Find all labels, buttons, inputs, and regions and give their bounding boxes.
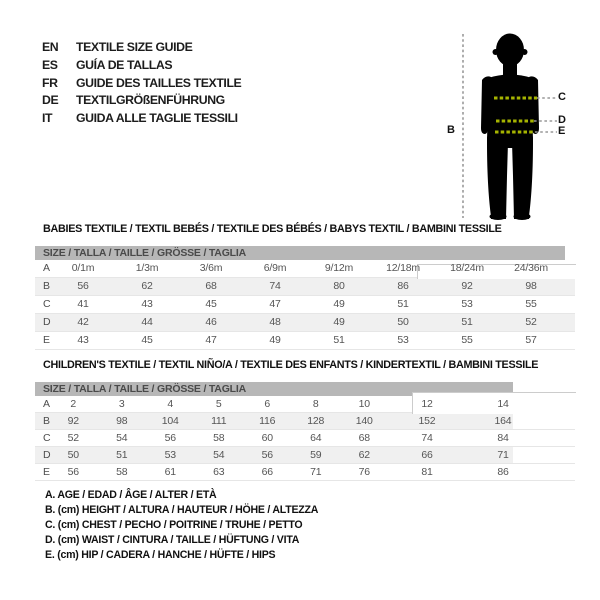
size-value: 14 bbox=[497, 398, 509, 410]
size-value: 6/9m bbox=[263, 262, 287, 274]
size-value: 47 bbox=[205, 334, 217, 346]
lang-row-it bbox=[42, 110, 241, 128]
size-value: 98 bbox=[116, 415, 128, 427]
size-value: 71 bbox=[310, 466, 322, 478]
size-value: 81 bbox=[421, 466, 433, 478]
size-value: 52 bbox=[67, 432, 79, 444]
size-value: 3 bbox=[118, 398, 125, 410]
row-label: D bbox=[43, 316, 51, 328]
legend-height: B. (cm) HEIGHT / ALTURA / HAUTEUR / HÖHE / ALTEZZA bbox=[45, 504, 319, 516]
lang-label: GUIDE DES TAILLES TEXTILE bbox=[76, 75, 242, 90]
size-value: 58 bbox=[116, 466, 128, 478]
row-label: A bbox=[43, 262, 50, 274]
size-value: 62 bbox=[141, 280, 153, 292]
size-value: 51 bbox=[461, 316, 473, 328]
size-value: 24/36m bbox=[514, 262, 548, 274]
size-value: 64 bbox=[310, 432, 322, 444]
size-value: 86 bbox=[497, 466, 509, 478]
legend-chest: C. (cm) CHEST / PECHO / POITRINE / TRUHE / PETTO bbox=[45, 519, 303, 531]
children-section-title: CHILDREN'S TEXTILE / TEXTIL NIÑO/A / TEXTILE DES ENFANTS / KINDERTEXTIL / BAMBINI TESSILE bbox=[43, 359, 539, 371]
size-value: 55 bbox=[525, 298, 537, 310]
size-value: 55 bbox=[461, 334, 473, 346]
size-value: 52 bbox=[525, 316, 537, 328]
row-label: C bbox=[43, 298, 51, 310]
lang-code: FR bbox=[42, 75, 58, 90]
row-label: B bbox=[43, 280, 50, 292]
size-value: 58 bbox=[213, 432, 225, 444]
babies-size-table bbox=[35, 260, 575, 350]
measurement-figure bbox=[440, 15, 598, 227]
size-value: 51 bbox=[116, 449, 128, 461]
size-value: 42 bbox=[77, 316, 89, 328]
lang-code: DE bbox=[42, 93, 59, 108]
size-value: 6 bbox=[264, 398, 271, 410]
row-label: B bbox=[43, 415, 50, 427]
size-value: 56 bbox=[164, 432, 176, 444]
legend-waist: D. (cm) WAIST / CINTURA / TAILLE / HÜFTUNG / VITA bbox=[45, 534, 300, 546]
label-hip-e: E bbox=[558, 125, 566, 137]
size-value: 66 bbox=[261, 466, 273, 478]
size-value: 68 bbox=[358, 432, 370, 444]
lang-label: TEXTILE SIZE GUIDE bbox=[76, 40, 193, 54]
lang-label: GUIDA ALLE TAGLIE TESSILI bbox=[76, 111, 238, 126]
table-row bbox=[35, 464, 575, 481]
size-value: 80 bbox=[333, 280, 345, 292]
children-table-header: SIZE / TALLA / TAILLE / GRÖSSE / TAGLIA bbox=[35, 382, 513, 396]
size-value: 57 bbox=[525, 334, 537, 346]
size-value: 66 bbox=[421, 449, 433, 461]
size-value: 46 bbox=[205, 316, 217, 328]
size-value: 116 bbox=[259, 415, 276, 427]
size-value: 12/18m bbox=[386, 262, 420, 274]
size-value: 43 bbox=[77, 334, 89, 346]
babies-table-header: SIZE / TALLA / TAILLE / GRÖSSE / TAGLIA bbox=[35, 246, 565, 260]
size-value: 41 bbox=[77, 298, 89, 310]
label-waist-d: D bbox=[558, 114, 566, 126]
size-value: 50 bbox=[67, 449, 79, 461]
size-value: 84 bbox=[497, 432, 509, 444]
size-value: 56 bbox=[261, 449, 273, 461]
size-value: 53 bbox=[164, 449, 176, 461]
row-label: A bbox=[43, 398, 50, 410]
size-value: 92 bbox=[461, 280, 473, 292]
size-value: 104 bbox=[161, 415, 179, 427]
child-body bbox=[481, 34, 539, 221]
size-value: 62 bbox=[358, 449, 370, 461]
size-value: 9/12m bbox=[324, 262, 354, 274]
row-label: D bbox=[43, 449, 51, 461]
size-value: 49 bbox=[269, 334, 281, 346]
size-value: 3/6m bbox=[199, 262, 223, 274]
size-value: 74 bbox=[421, 432, 433, 444]
children-size-table bbox=[35, 396, 575, 481]
size-value: 54 bbox=[116, 432, 128, 444]
size-value: 63 bbox=[213, 466, 225, 478]
language-title-list bbox=[42, 39, 241, 128]
lang-row-fr bbox=[42, 75, 241, 93]
size-value: 48 bbox=[269, 316, 281, 328]
size-value: 50 bbox=[397, 316, 409, 328]
lang-code: IT bbox=[42, 111, 53, 126]
babies-section-title: BABIES TEXTILE / TEXTIL BEBÉS / TEXTILE DES BÉBÉS / BABYS TEXTIL / BAMBINI TESSILE bbox=[43, 223, 502, 235]
size-value: 86 bbox=[397, 280, 409, 292]
table-row bbox=[35, 413, 575, 430]
size-value: 53 bbox=[397, 334, 409, 346]
size-value: 51 bbox=[333, 334, 345, 346]
table-row bbox=[35, 314, 575, 332]
size-value: 128 bbox=[307, 415, 325, 427]
size-value: 140 bbox=[355, 415, 373, 427]
lang-row-es bbox=[42, 57, 241, 75]
size-value: 53 bbox=[461, 298, 473, 310]
size-value: 76 bbox=[358, 466, 370, 478]
row-label: E bbox=[43, 466, 50, 478]
legend-hip: E. (cm) HIP / CADERA / HANCHE / HÜFTE / HIPS bbox=[45, 549, 276, 561]
size-value: 47 bbox=[269, 298, 281, 310]
row-label: C bbox=[43, 432, 51, 444]
size-value: 49 bbox=[333, 298, 345, 310]
size-value: 51 bbox=[397, 298, 409, 310]
table-row bbox=[35, 396, 575, 413]
size-value: 45 bbox=[141, 334, 153, 346]
table-row bbox=[35, 296, 575, 314]
table-row bbox=[35, 332, 575, 350]
size-value: 152 bbox=[418, 415, 436, 427]
label-height-b: B bbox=[447, 124, 455, 136]
size-value: 164 bbox=[494, 415, 512, 427]
row-label: E bbox=[43, 334, 50, 346]
child-silhouette-icon bbox=[440, 15, 598, 227]
size-value: 61 bbox=[164, 466, 176, 478]
lang-row-de bbox=[42, 92, 241, 110]
label-chest-c: C bbox=[558, 91, 566, 103]
size-value: 5 bbox=[215, 398, 222, 410]
size-value: 8 bbox=[312, 398, 319, 410]
lang-code: EN bbox=[42, 40, 59, 54]
size-value: 56 bbox=[67, 466, 79, 478]
size-value: 2 bbox=[70, 398, 77, 410]
size-value: 71 bbox=[497, 449, 509, 461]
size-value: 74 bbox=[269, 280, 281, 292]
size-value: 54 bbox=[213, 449, 225, 461]
lang-row-en bbox=[42, 39, 241, 57]
table-row bbox=[35, 447, 575, 464]
size-value: 56 bbox=[77, 280, 89, 292]
table-row bbox=[35, 430, 575, 447]
size-value: 18/24m bbox=[450, 262, 484, 274]
size-value: 10 bbox=[358, 398, 370, 410]
size-value: 4 bbox=[167, 398, 174, 410]
size-value: 0/1m bbox=[71, 262, 95, 274]
size-value: 68 bbox=[205, 280, 217, 292]
table-row bbox=[35, 278, 575, 296]
size-value: 1/3m bbox=[135, 262, 159, 274]
size-value: 45 bbox=[205, 298, 217, 310]
size-value: 111 bbox=[211, 415, 227, 427]
measurement-legend bbox=[45, 488, 318, 563]
lang-label: TEXTILGRÖßENFÜHRUNG bbox=[76, 93, 225, 108]
lang-code: ES bbox=[42, 57, 58, 72]
size-value: 60 bbox=[261, 432, 273, 444]
size-value: 12 bbox=[421, 398, 433, 410]
size-value: 44 bbox=[141, 316, 153, 328]
size-value: 49 bbox=[333, 316, 345, 328]
size-value: 92 bbox=[67, 415, 79, 427]
legend-age: A. AGE / EDAD / ÂGE / ALTER / ETÀ bbox=[45, 489, 217, 501]
size-value: 59 bbox=[310, 449, 322, 461]
table-row bbox=[35, 260, 575, 278]
size-value: 98 bbox=[525, 280, 537, 292]
lang-label: GUÍA DE TALLAS bbox=[76, 57, 173, 72]
size-value: 43 bbox=[141, 298, 153, 310]
